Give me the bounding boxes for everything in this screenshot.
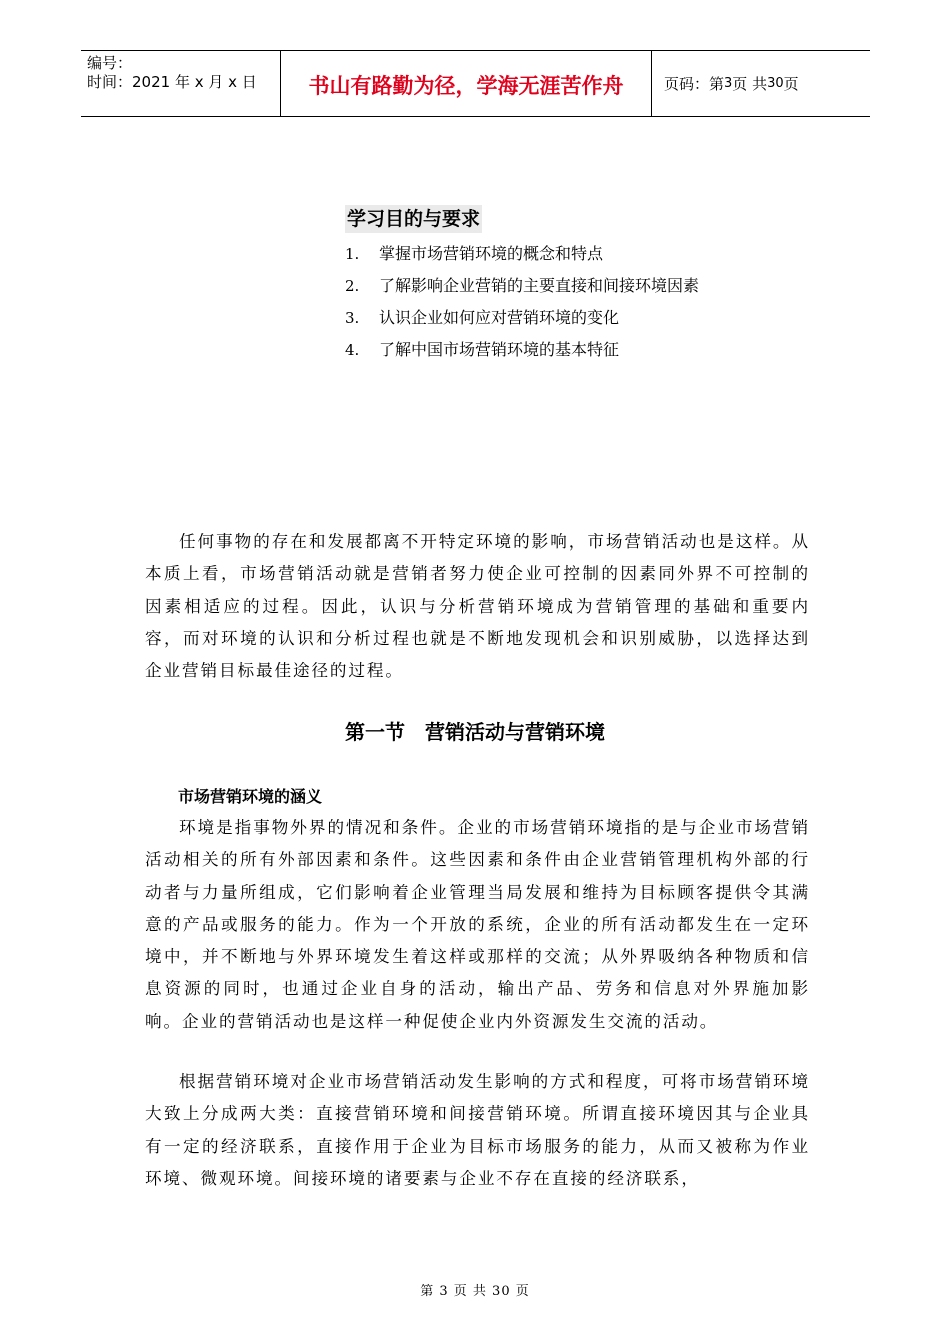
objective-number: 3.	[345, 309, 360, 327]
classification-paragraph: 根据营销环境对企业市场营销活动发生影响的方式和程度，可将市场营销环境大致上分成两大类：直接营销环境和间接营销环境。所谓直接环境因其与企业具有一定的经济联系，直接作用于企业为目标市场服务的能力，从而又被称为作业环境、微观环境。间接环境的诸要素与企业不存在直接的经济联系，	[145, 1072, 810, 1188]
objectives-title: 学习目的与要求	[345, 205, 482, 233]
objective-number: 1.	[345, 245, 360, 263]
definition-paragraph: 环境是指事物外界的情况和条件。企业的市场营销环境指的是与企业市场营销活动相关的所有外部因素和条件。这些因素和条件由企业营销管理机构外部的行动者与力量所组成，它们影响着企业管理当局发展和维持为目标顾客提供令其满意的产品或服务的能力。作为一个开放的系统，企业的所有活动都发生在一定环境中，并不断地与外界环境发生着这样或那样的交流；从外界吸纳各种物质和信息资源的同时，也通过企业自身的活动，输出产品、劳务和信息对外界施加影响。企业的营销活动也是这样一种促使企业内外资源发生交流的活动。	[145, 818, 810, 1031]
subsection-title: 市场营销环境的涵义	[178, 787, 323, 806]
page-current: 3	[724, 76, 733, 91]
page-suffix: 页	[783, 75, 799, 93]
objective-text: 掌握市场营销环境的概念和特点	[379, 244, 604, 263]
header-page-indicator	[652, 51, 870, 116]
section-title: 第一节 营销活动与营销环境	[345, 720, 605, 744]
intro-paragraph: 任何事物的存在和发展都离不开特定环境的影响，市场营销活动也是这样。从本质上看，市场营销活动就是营销者努力使企业可控制的因素同外界不可控制的因素相适应的过程。因此，认识与分析营销环境成为营销管理的基础和重要内容，而对环境的认识和分析过程也就是不断地发现机会和识别威胁，以选择达到企业营销目标最佳途径的过程。	[145, 532, 810, 681]
document-header	[81, 50, 870, 117]
document-number-label: 编号：	[87, 54, 133, 72]
page-mid: 页 共	[732, 75, 768, 93]
objective-item	[345, 238, 699, 270]
objective-text: 了解中国市场营销环境的基本特征	[379, 340, 620, 359]
objective-number: 2.	[345, 277, 360, 295]
objective-text: 了解影响企业营销的主要直接和间接环境因素	[379, 276, 700, 295]
objective-text: 认识企业如何应对营销环境的变化	[379, 308, 620, 327]
header-motto: 书山有路勤为径，学海无涯苦作舟	[281, 51, 652, 116]
page-prefix: 页码：第	[664, 75, 725, 93]
page-total: 30	[767, 76, 784, 91]
objectives-list	[345, 238, 699, 366]
document-time-label: 时间：2021 年 x 月 x 日	[87, 73, 257, 91]
page-footer: 第 3 页 共 30 页	[420, 1284, 530, 1299]
objective-number: 4.	[345, 341, 360, 359]
header-meta-cell	[81, 51, 281, 116]
objective-item	[345, 302, 699, 334]
objective-item	[345, 270, 699, 302]
objective-item	[345, 334, 699, 366]
